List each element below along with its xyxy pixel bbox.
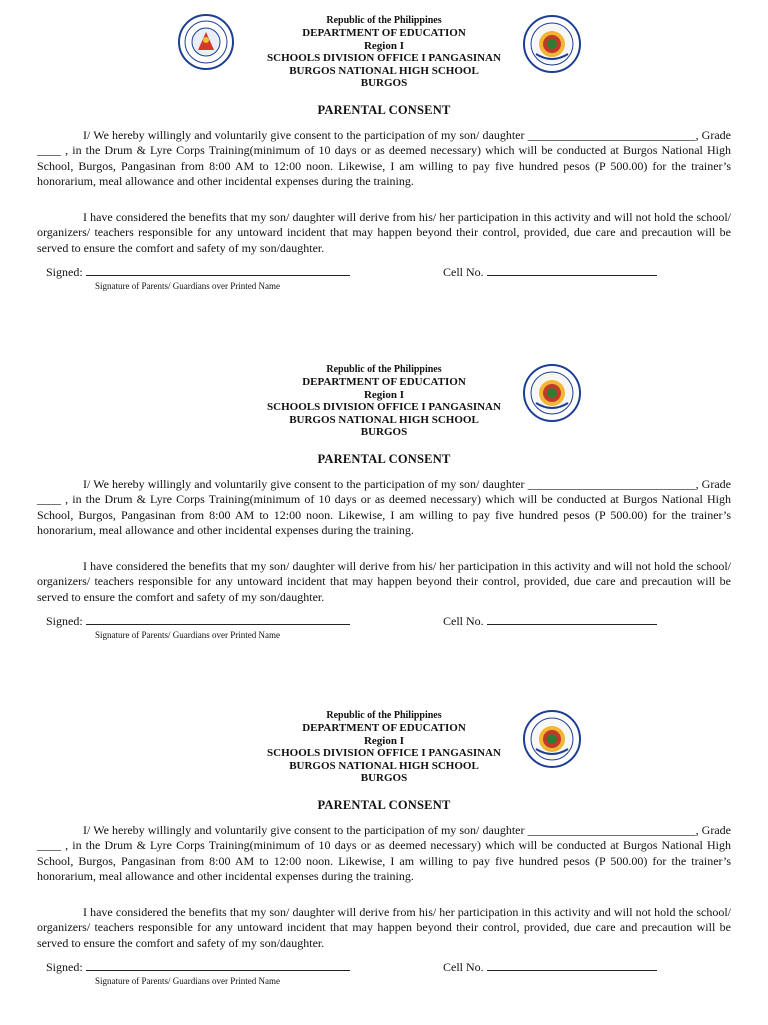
consent-title: PARENTAL CONSENT [317, 452, 451, 466]
consent-paragraph-2 [37, 905, 731, 951]
header-republic: Republic of the Philippines [326, 710, 442, 721]
signed-label: Signed: [46, 265, 83, 279]
consent-paragraph-1 [37, 128, 731, 190]
header-school: BURGOS NATIONAL HIGH SCHOOL [289, 413, 479, 426]
signature-blank[interactable] [86, 959, 350, 971]
consent-slip-1 [0, 0, 768, 330]
header-school: BURGOS NATIONAL HIGH SCHOOL [289, 759, 479, 772]
cell-label: Cell No. [443, 614, 484, 628]
letterhead [184, 15, 584, 89]
cell-label: Cell No. [443, 265, 484, 279]
consent-slip-3 [0, 695, 768, 1025]
consent-paragraph-2 [37, 559, 731, 605]
cell-label: Cell No. [443, 960, 484, 974]
header-division: SCHOOLS DIVISION OFFICE I PANGASINAN [267, 52, 501, 65]
header-republic: Republic of the Philippines [326, 15, 442, 26]
signed-label: Signed: [46, 960, 83, 974]
header-department: DEPARTMENT OF EDUCATION [302, 376, 466, 389]
consent-paragraph-2 [37, 210, 731, 256]
cell-number-blank[interactable] [487, 264, 657, 276]
signed-field[interactable] [46, 959, 350, 975]
cell-number-blank[interactable] [487, 613, 657, 625]
paragraph-2-text: I have considered the benefits that my son/ daughter will derive from his/ her participation in this activity and will not hold the school/ organizers/ teachers responsible for any untoward incident that may happen beyond their control, provided, due care and precaution will be served to ensure the comfort and safety of my son/daughter. [37, 559, 731, 604]
header-region: Region I [363, 39, 405, 52]
letterhead [184, 364, 584, 438]
cell-number-field[interactable] [443, 959, 657, 975]
signature-caption: Signature of Parents/ Guardians over Printed Name [95, 630, 280, 640]
consent-paragraph-1 [37, 477, 731, 539]
paragraph-1-text: I/ We hereby willingly and voluntarily give consent to the participation of my son/ daughter ____________________________, Grade ____ , in the Drum & Lyre Corps Training(minimum of 10 days or as deemed necessary) which will be conducted at Burgos National High School, Burgos, Pangasinan from 8:00 AM to 12:00 noon. Likewise, I am willing to pay five hundred pesos (P 500.00) for the trainer’s honorarium, meal allowance and other incidental expenses during the training. [37, 128, 731, 189]
header-department: DEPARTMENT OF EDUCATION [302, 722, 466, 735]
header-department: DEPARTMENT OF EDUCATION [302, 27, 466, 40]
header-region: Region I [363, 388, 405, 401]
signature-caption: Signature of Parents/ Guardians over Printed Name [95, 976, 280, 986]
consent-slip-2 [0, 349, 768, 679]
signature-blank[interactable] [86, 264, 350, 276]
consent-title: PARENTAL CONSENT [317, 798, 451, 812]
header-town: BURGOS [360, 772, 408, 785]
signed-label: Signed: [46, 614, 83, 628]
header-republic: Republic of the Philippines [326, 364, 442, 375]
header-town: BURGOS [360, 426, 408, 439]
signature-caption: Signature of Parents/ Guardians over Printed Name [95, 281, 280, 291]
signed-field[interactable] [46, 264, 350, 280]
header-region: Region I [363, 734, 405, 747]
signed-field[interactable] [46, 613, 350, 629]
cell-number-field[interactable] [443, 264, 657, 280]
consent-title: PARENTAL CONSENT [317, 103, 451, 117]
paragraph-2-text: I have considered the benefits that my son/ daughter will derive from his/ her participation in this activity and will not hold the school/ organizers/ teachers responsible for any untoward incident that may happen beyond their control, provided, due care and precaution will be served to ensure the comfort and safety of my son/daughter. [37, 210, 731, 255]
header-town: BURGOS [360, 77, 408, 90]
header-school: BURGOS NATIONAL HIGH SCHOOL [289, 64, 479, 77]
cell-number-field[interactable] [443, 613, 657, 629]
cell-number-blank[interactable] [487, 959, 657, 971]
header-division: SCHOOLS DIVISION OFFICE I PANGASINAN [267, 747, 501, 760]
consent-paragraph-1 [37, 823, 731, 885]
letterhead [184, 710, 584, 784]
signature-blank[interactable] [86, 613, 350, 625]
header-division: SCHOOLS DIVISION OFFICE I PANGASINAN [267, 401, 501, 414]
paragraph-2-text: I have considered the benefits that my son/ daughter will derive from his/ her participation in this activity and will not hold the school/ organizers/ teachers responsible for any untoward incident that may happen beyond their control, provided, due care and precaution will be served to ensure the comfort and safety of my son/daughter. [37, 905, 731, 950]
paragraph-1-text: I/ We hereby willingly and voluntarily give consent to the participation of my son/ daughter ____________________________, Grade ____ , in the Drum & Lyre Corps Training(minimum of 10 days or as deemed necessary) which will be conducted at Burgos National High School, Burgos, Pangasinan from 8:00 AM to 12:00 noon. Likewise, I am willing to pay five hundred pesos (P 500.00) for the trainer’s honorarium, meal allowance and other incidental expenses during the training. [37, 823, 731, 884]
paragraph-1-text: I/ We hereby willingly and voluntarily give consent to the participation of my son/ daughter ____________________________, Grade ____ , in the Drum & Lyre Corps Training(minimum of 10 days or as deemed necessary) which will be conducted at Burgos National High School, Burgos, Pangasinan from 8:00 AM to 12:00 noon. Likewise, I am willing to pay five hundred pesos (P 500.00) for the trainer’s honorarium, meal allowance and other incidental expenses during the training. [37, 477, 731, 538]
